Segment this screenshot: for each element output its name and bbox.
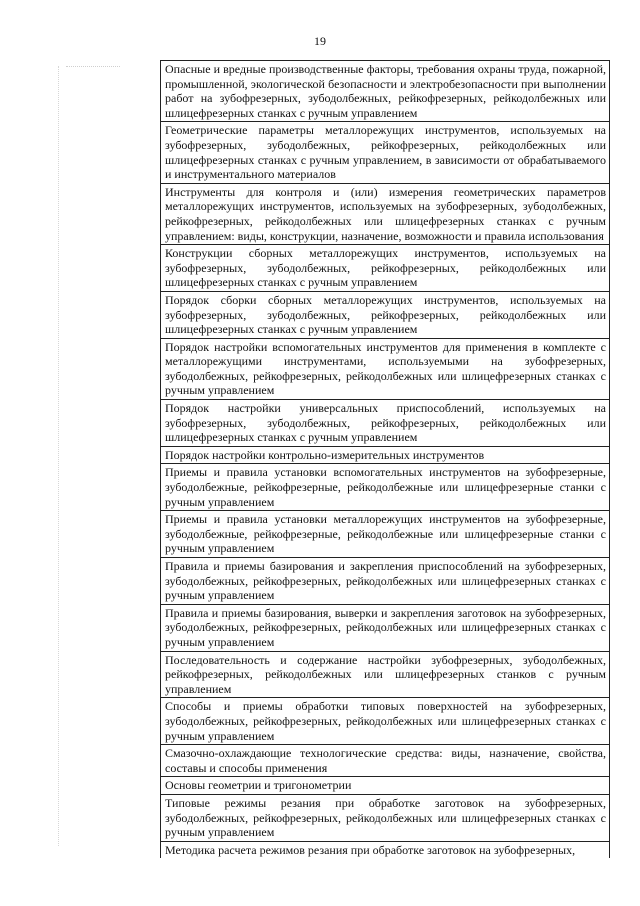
table-row: Опасные и вредные производственные факторы, требования охраны труда, пожарной, промышленной, экологической безопасности и электробезопасности при выполнении работ на зубофрезерных, зубодолбежных, рейкофрезерных, рейкодолбежных или шлицефрезерных станках с ручным управлением xyxy=(161,60,609,121)
table-row: Геометрические параметры металлорежущих инструментов, используемых на зубофрезерных, зубодолбежных, рейкофрезерных, рейкодолбежных или шлицефрезерных станках с ручным управлением, в зависимости от обрабатываемого и инструментального материалов xyxy=(161,121,609,182)
table-row: Инструменты для контроля и (или) измерения геометрических параметров металлорежущих инструментов, используемых на зубофрезерных, зубодолбежных, рейкофрезерных, рейкодолбежных или шлицефрезерных станках с ручным управлением: виды, конструкции, назначение, возможности и правила использования xyxy=(161,183,609,244)
table-row: Приемы и правила установки вспомогательных инструментов на зубофрезерные, зубодолбежные, рейкофрезерные, рейкодолбежные или шлицефрезерные станки с ручным управлением xyxy=(161,463,609,510)
table-row: Основы геометрии и тригонометрии xyxy=(161,776,609,794)
page-number: 19 xyxy=(314,34,326,48)
table-row: Способы и приемы обработки типовых поверхностей на зубофрезерных, зубодолбежных, рейкофрезерных, рейкодолбежных или шлицефрезерных станках с ручным управлением xyxy=(161,697,609,744)
margin-rule xyxy=(58,66,60,846)
table-row: Методика расчета режимов резания при обработке заготовок на зубофрезерных, xyxy=(161,841,609,859)
table-row: Порядок настройки контрольно-измерительных инструментов xyxy=(161,446,609,464)
table-row: Последовательность и содержание настройки зубофрезерных, зубодолбежных, рейкофрезерных, рейкодолбежных или шлицефрезерных станков с ручным управлением xyxy=(161,651,609,698)
table-row: Смазочно-охлаждающие технологические средства: виды, назначение, свойства, составы и способы применения xyxy=(161,744,609,776)
table-row: Порядок настройки универсальных приспособлений, используемых на зубофрезерных, зубодолбежных, рейкофрезерных, рейкодолбежных или шлицефрезерных станках с ручным управлением xyxy=(161,399,609,446)
margin-dash xyxy=(66,66,120,67)
requirements-table xyxy=(160,60,610,858)
table-row: Приемы и правила установки металлорежущих инструментов на зубофрезерные, зубодолбежные, рейкофрезерные, рейкодолбежные или шлицефрезерные станки с ручным управлением xyxy=(161,510,609,557)
table-row: Порядок настройки вспомогательных инструментов для применения в комплекте с металлорежущими инструментами, используемыми на зубофрезерных, зубодолбежных, рейкофрезерных, рейкодолбежных или шлицефрезерных станках с ручным управлением xyxy=(161,338,609,399)
table-row: Правила и приемы базирования, выверки и закрепления заготовок на зубофрезерных, зубодолбежных, рейкофрезерных, рейкодолбежных или шлицефрезерных станках с ручным управлением xyxy=(161,604,609,651)
table-row: Порядок сборки сборных металлорежущих инструментов, используемых на зубофрезерных, зубодолбежных, рейкофрезерных, рейкодолбежных или шлицефрезерных станках с ручным управлением xyxy=(161,291,609,338)
table-row: Правила и приемы базирования и закрепления приспособлений на зубофрезерных, зубодолбежных, рейкофрезерных, рейкодолбежных или шлицефрезерных станках с ручным управлением xyxy=(161,557,609,604)
table-row: Типовые режимы резания при обработке заготовок на зубофрезерных, зубодолбежных, рейкофрезерных, рейкодолбежных или шлицефрезерных станках с ручным управлением xyxy=(161,794,609,841)
table-row: Конструкции сборных металлорежущих инструментов, используемых на зубофрезерных, зубодолбежных, рейкофрезерных, рейкодолбежных или шлицефрезерных станках с ручным управлением xyxy=(161,244,609,291)
